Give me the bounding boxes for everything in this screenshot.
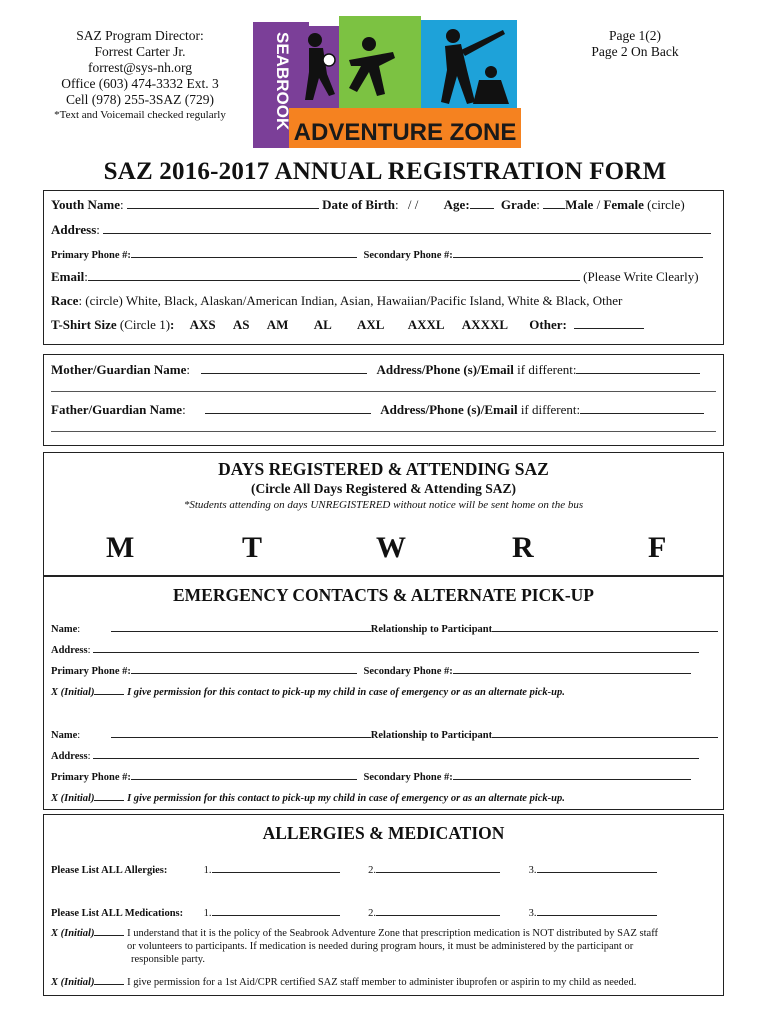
- tshirt-am[interactable]: AM: [266, 317, 289, 332]
- mother-row: Mother/Guardian Name: Address/Phone (s)/Email if different:: [51, 362, 716, 378]
- mother-extra-line[interactable]: [51, 391, 716, 392]
- contact1-name-row: Name: Relationship to Participant: [51, 621, 716, 635]
- medication-2-field[interactable]: [376, 905, 500, 916]
- email-field[interactable]: [88, 270, 580, 281]
- policy-initial-field[interactable]: [94, 925, 124, 936]
- grade-field[interactable]: [543, 198, 565, 209]
- guardian-section: [43, 354, 724, 446]
- day-thursday[interactable]: R: [512, 531, 534, 564]
- office-phone: Office (603) 474-3332 Ext. 3: [61, 76, 219, 91]
- contact1-permission-row: X (Initial) I give permission for this contact to pick-up my child in case of emergency or as an alternate pick-up.: [51, 684, 716, 698]
- primary-phone-field[interactable]: [131, 247, 357, 258]
- youth-info-section: [43, 190, 724, 345]
- tshirt-other-field[interactable]: [574, 318, 644, 329]
- contact1-primary-phone-field[interactable]: [131, 663, 357, 674]
- father-row: Father/Guardian Name: Address/Phone (s)/Email if different:: [51, 402, 716, 418]
- tshirt-as[interactable]: AS: [232, 317, 250, 332]
- day-friday[interactable]: F: [648, 531, 667, 564]
- policy-row: X (Initial) I understand that it is the policy of the Seabrook Adventure Zone that prescription medication is NOT distributed by SAZ staff or volunteers to participants. If medication is needed during program hours, it must be administered by the participant or responsible party.: [51, 925, 716, 966]
- cell-phone: Cell (978) 255-3SAZ (729): [65, 92, 215, 107]
- logo-banner-text: ADVENTURE ZONE: [293, 119, 517, 146]
- contact2-permission-row: X (Initial) I give permission for this contact to pick-up my child in case of emergency or as an alternate pick-up.: [51, 790, 716, 804]
- tshirt-axxl[interactable]: AXXL: [407, 317, 445, 332]
- policy-line-2: or volunteers to participants. If medication is needed during program hours, it must be administered by the participant or: [127, 941, 634, 952]
- contact1-address-field[interactable]: [93, 642, 699, 653]
- female-option[interactable]: Female: [603, 197, 644, 212]
- medication-3-field[interactable]: [537, 905, 657, 916]
- day-monday[interactable]: M: [106, 531, 135, 564]
- days-subtitle: (Circle All Days Registered & Attending SAZ): [251, 481, 516, 496]
- contact2-address-row: Address:: [51, 748, 716, 762]
- voicemail-note: *Text and Voicemail checked regularly: [54, 109, 226, 121]
- emergency-section: [43, 576, 724, 810]
- medications-row: Please List ALL Medications: 1. 2. 3.: [51, 905, 716, 919]
- email-row: Email: (Please Write Clearly): [51, 269, 699, 284]
- youth-name-field[interactable]: [127, 198, 319, 209]
- contact1-secondary-phone-field[interactable]: [453, 663, 691, 674]
- address-row: Address:: [51, 222, 716, 238]
- contact2-phone-row: Primary Phone #: Secondary Phone #:: [51, 769, 716, 783]
- director-name: Forrest Carter Jr.: [94, 44, 186, 59]
- day-tuesday[interactable]: T: [242, 531, 263, 564]
- father-contact-field[interactable]: [580, 403, 704, 414]
- logo-seabrook-text: SEABROOK: [273, 32, 292, 131]
- father-extra-line[interactable]: [51, 431, 716, 432]
- contact1-initial-field[interactable]: [94, 684, 124, 695]
- contact2-primary-phone-field[interactable]: [131, 769, 357, 780]
- medication-1-field[interactable]: [212, 905, 340, 916]
- policy-line-3: responsible party.: [131, 954, 205, 965]
- allergy-3-field[interactable]: [537, 862, 657, 873]
- contact1-relationship-field[interactable]: [492, 621, 718, 632]
- ibuprofen-row: X (Initial) I give permission for a 1st Aid/CPR certified SAZ staff member to administer ibuprofen or aspirin to my child as needed.: [51, 974, 716, 988]
- allergies-title: ALLERGIES & MEDICATION: [262, 823, 505, 843]
- phone-row: Primary Phone #: Secondary Phone #:: [51, 247, 716, 261]
- mother-contact-field[interactable]: [576, 363, 700, 374]
- tshirt-row: T-Shirt Size (Circle 1): AXS AS AM AL AXL AXXL AXXXL Other:: [51, 317, 716, 333]
- dob-field[interactable]: / /: [407, 197, 419, 212]
- page-back-note: Page 2 On Back: [591, 44, 679, 59]
- contact1-phone-row: Primary Phone #: Secondary Phone #:: [51, 663, 716, 677]
- tshirt-axl[interactable]: AXL: [357, 317, 385, 332]
- contact2-name-row: Name: Relationship to Participant: [51, 727, 716, 741]
- allergy-1-field[interactable]: [212, 862, 340, 873]
- secondary-phone-field[interactable]: [453, 247, 703, 258]
- allergies-row: Please List ALL Allergies: 1. 2. 3.: [51, 862, 716, 876]
- male-option[interactable]: Male: [565, 197, 594, 212]
- days-section: [43, 452, 724, 576]
- contact2-secondary-phone-field[interactable]: [453, 769, 691, 780]
- tshirt-axs[interactable]: AXS: [189, 317, 216, 332]
- form-title: SAZ 2016-2017 ANNUAL REGISTRATION FORM: [103, 158, 667, 185]
- tshirt-al[interactable]: AL: [313, 317, 332, 332]
- address-field[interactable]: [103, 223, 711, 234]
- contact2-initial-field[interactable]: [94, 790, 124, 801]
- father-name-field[interactable]: [205, 403, 371, 414]
- contact2-name-field[interactable]: [111, 727, 371, 738]
- seabrook-adventure-zone-logo: [253, 14, 521, 148]
- ibuprofen-initial-field[interactable]: [94, 974, 124, 985]
- page-info: [560, 28, 710, 60]
- emergency-title: EMERGENCY CONTACTS & ALTERNATE PICK-UP: [172, 585, 595, 605]
- day-wednesday[interactable]: W: [376, 531, 406, 564]
- mother-name-field[interactable]: [201, 363, 367, 374]
- page-number: Page 1(2): [608, 28, 662, 43]
- contact2-address-field[interactable]: [93, 748, 699, 759]
- director-email: forrest@sys-nh.org: [87, 60, 193, 75]
- allergies-section: [43, 814, 724, 996]
- director-contact: [40, 28, 240, 122]
- director-title: SAZ Program Director:: [76, 28, 204, 43]
- days-title: DAYS REGISTERED & ATTENDING SAZ: [218, 459, 549, 479]
- days-note: *Students attending on days UNREGISTERED without notice will be sent home on the bus: [183, 499, 584, 511]
- youth-name-row: Youth Name: Date of Birth: / / Age: Grade: Male / Female (circle): [51, 197, 685, 212]
- age-field[interactable]: [470, 198, 494, 209]
- contact1-name-field[interactable]: [111, 621, 371, 632]
- tshirt-axxxl[interactable]: AXXXL: [461, 317, 509, 332]
- contact1-address-row: Address:: [51, 642, 716, 656]
- race-row: Race: (circle) White, Black, Alaskan/American Indian, Asian, Hawaiian/Pacific Island, White & Black, Other: [51, 293, 623, 308]
- race-options[interactable]: : (circle) White, Black, Alaskan/American Indian, Asian, Hawaiian/Pacific Island, White & Black, Other: [78, 293, 623, 308]
- contact2-relationship-field[interactable]: [492, 727, 718, 738]
- allergy-2-field[interactable]: [376, 862, 500, 873]
